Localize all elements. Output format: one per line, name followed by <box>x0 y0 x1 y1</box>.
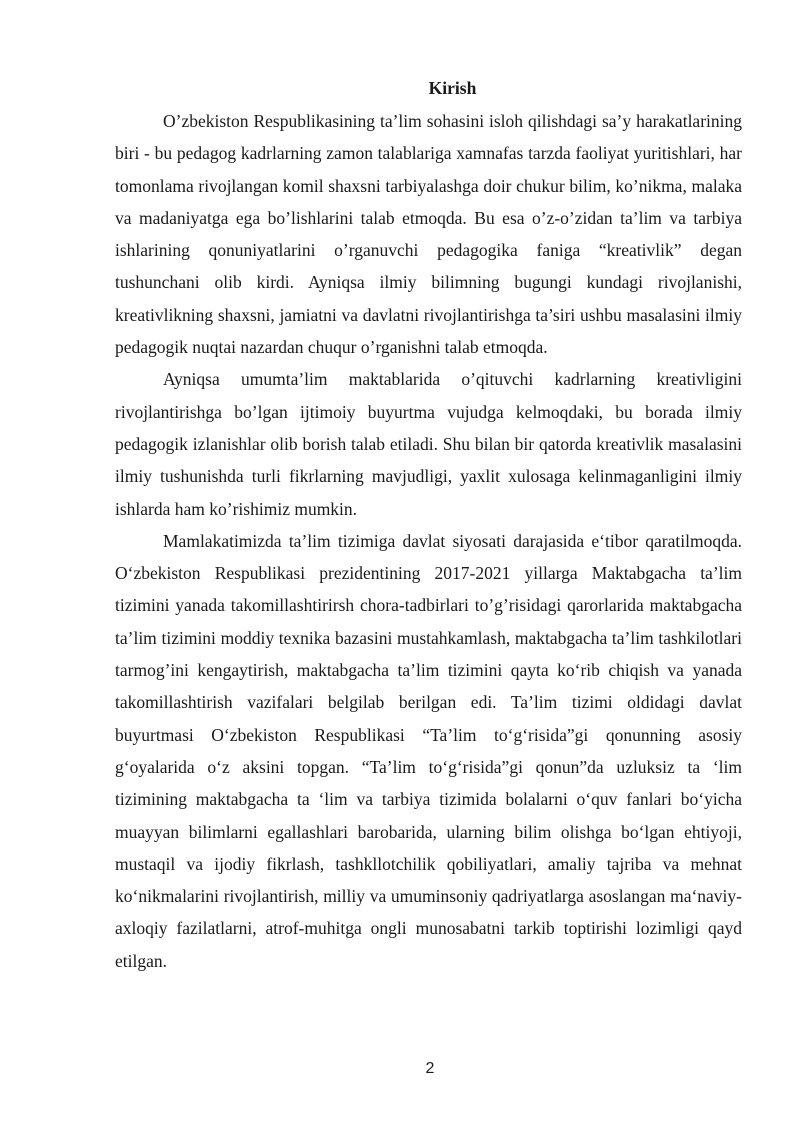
page-number: 2 <box>425 1060 435 1077</box>
paragraph-1: O’zbekiston Respublikasining ta’lim sohasini isloh qilishdagi sa’y harakatlarining biri - bu pedagog kadrlarning zamon talablariga xamnafas tarzda faoliyat yuritishlari, har tomonlama rivojlangan komil shaxsni tarbiyalashga doir chukur bilim, ko’nikma, malaka va madaniyatga ega bo’lishlarini talab etmoqda. Bu esa o’z-o’zidan ta’lim va tarbiya ishlarining qonuniyatlarini o’rganuvchi pedagogika faniga “kreativlik” degan tushunchani olib kirdi. Ayniqsa ilmiy bilimning bugungi kundagi rivojlanishi, kreativlikning shaxsni, jamiatni va davlatni rivojlantirishga ta’siri ushbu masalasini ilmiy pedagogik nuqtai nazardan chuqur o’rganishni talab etmoqda. <box>115 111 742 358</box>
section-title: Kirish <box>428 78 477 98</box>
document-body <box>115 73 742 977</box>
paragraph-3: Mamlakatimizda ta’lim tizimiga davlat siyosati darajasida e‘tibor qaratilmoqda. O‘zbekiston Respublikasi prezidentining 2017-2021 yillarga Maktabgacha ta’lim tizimini yanada takomillashtirirsh chora-tadbirlari to’g’risidagi qarorlarida maktabgacha ta’lim tizimini moddiy texnika bazasini mustahkamlash, maktabgacha ta’lim tashkilotlari tarmog’ini kengaytirish, maktabgacha ta’lim tizimini qayta ko‘rib chiqish va yanada takomillashtirish vazifalari belgilab berilgan edi. Ta’lim tizimi oldidagi davlat buyurtmasi O‘zbekiston Respublikasi “Ta’lim to‘g‘risida”gi qonunning asosiy g‘oyalarida o‘z aksini topgan. “Ta’lim to‘g‘risida”gi qonun”da uzluksiz ta ‘lim tizimining maktabgacha ta ‘lim va tarbiya tizimida bolalarni o‘quv fanlari bo‘yicha muayyan bilimlarni egallashlari barobarida, ularning bilim olishga bo‘lgan ehtiyoji, mustaqil va ijodiy fikrlash, tashkllotchilik qobiliyatlari, amaliy tajriba va mehnat ko‘nikmalarini rivojlantirish, milliy va umuminsoniy qadriyatlarga asoslangan ma‘naviy-axloqiy fazilatlarni, atrof-muhitga ongli munosabatni tarkib toptirishi lozimligi qayd etilgan. <box>115 530 742 971</box>
paragraph-2: Ayniqsa umumta’lim maktablarida o’qituvchi kadrlarning kreativligini rivojlantirishga bo’lgan ijtimoiy buyurtma vujudga kelmoqdaki, bu borada ilmiy pedagogik izlanishlar olib borish talab etiladi. Shu bilan bir qatorda kreativlik masalasini ilmiy tushunishda turli fikrlarning mavjudligi, yaxlit xulosaga kelinmaganligini ilmiy ishlarda ham ko’rishimiz mumkin. <box>115 369 742 519</box>
